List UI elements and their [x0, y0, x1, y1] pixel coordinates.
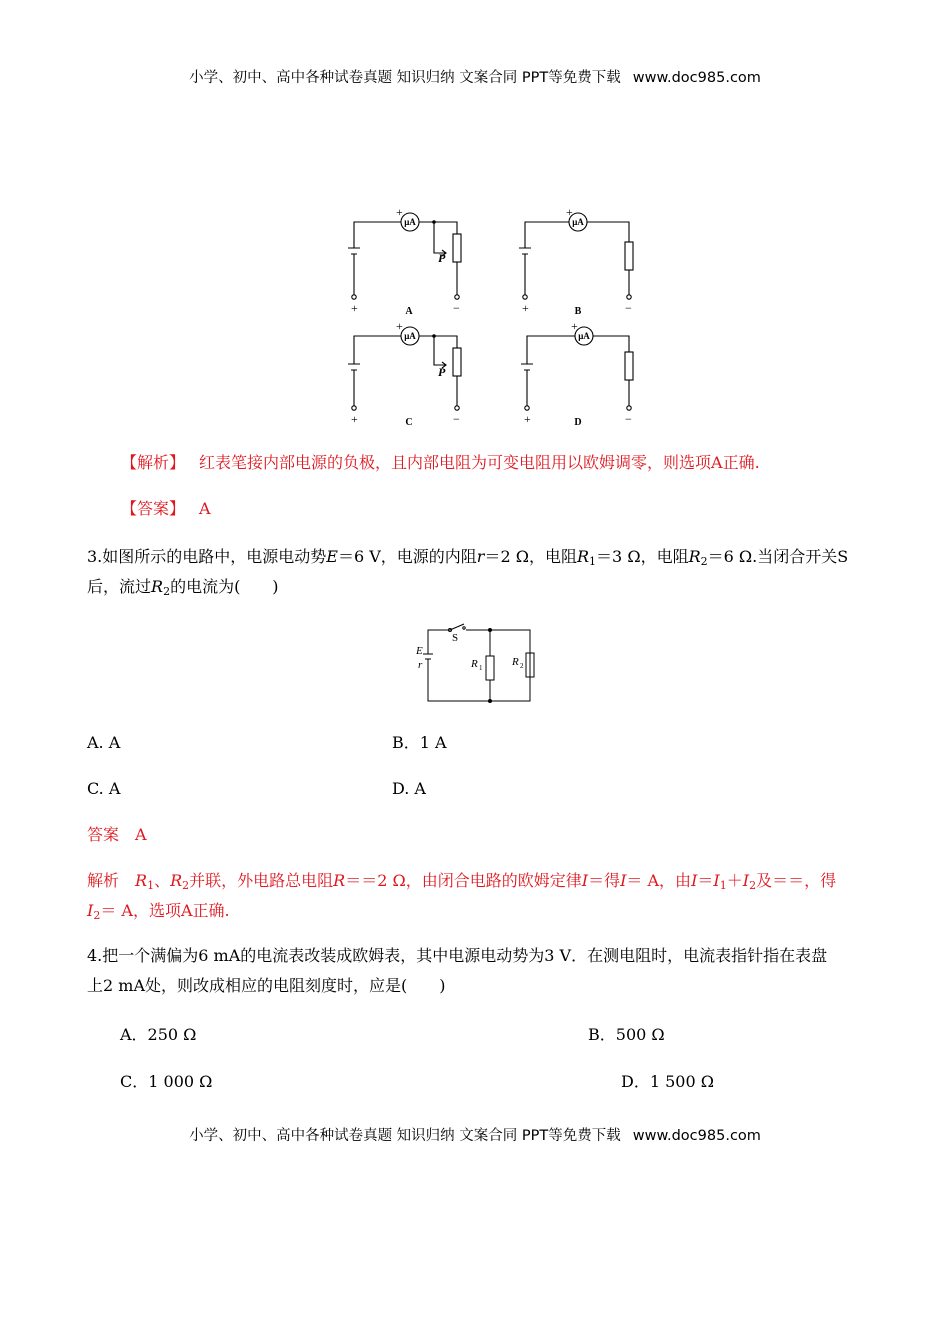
q2-answer	[121, 498, 211, 520]
q3-option-a[interactable]: A. A	[87, 733, 121, 752]
meter-label-d: μA	[578, 331, 590, 341]
footer-site: www.doc985.com	[632, 1128, 761, 1144]
slider-label-a: P	[438, 251, 446, 265]
meter-label-b: μA	[572, 217, 584, 227]
meter-label-c: μA	[404, 331, 416, 341]
plus-sign: +	[524, 412, 531, 426]
plus-sign: +	[396, 205, 403, 219]
minus-sign: −	[625, 412, 632, 426]
q4-option-d[interactable]: D．1 500 Ω	[621, 1072, 714, 1091]
option-label-a: A	[405, 306, 413, 317]
option-label-c: C	[405, 417, 413, 428]
plus-sign: +	[522, 301, 529, 315]
emf-label: E	[416, 645, 423, 657]
minus-sign: −	[453, 301, 460, 315]
slider-label-c: P	[438, 365, 446, 379]
q4-option-a[interactable]: A．250 Ω	[120, 1025, 197, 1044]
footer-text: 小学、初中、高中各种试卷真题 知识归纳 文案合同 PPT等免费下载	[189, 1128, 621, 1144]
minus-sign: −	[625, 301, 632, 315]
header-text: 小学、初中、高中各种试卷真题 知识归纳 文案合同 PPT等免费下载	[189, 70, 621, 86]
page-footer	[0, 1124, 950, 1145]
q4-stem-line1: 4.把一个满偏为6 mA的电流表改装成欧姆表，其中电源电动势为3 V．在测电阻时，电流表指针指在表盘	[87, 946, 828, 965]
meter-label-a: μA	[404, 217, 416, 227]
circuit-d	[521, 327, 633, 410]
ohmmeter-circuits-figure	[330, 200, 650, 432]
header-site: www.doc985.com	[632, 70, 761, 86]
r2-subscript: 2	[520, 662, 524, 670]
q3-analysis-line1: 解析 $R_1$、$R_2$并联，外电路总电阻R＝＝2 Ω，由闭合电路的欧姆定律I＝得I＝ A，由$I=I_1+I_2$及＝＝，得	[87, 871, 837, 892]
q3-stem-line2: 后，流过$R_2$的电流为( )	[87, 577, 279, 598]
option-label-d: D	[574, 417, 582, 428]
plus-sign: +	[571, 319, 578, 333]
minus-sign: −	[453, 412, 460, 426]
r1-subscript: 1	[479, 664, 483, 672]
option-label-b: B	[574, 306, 582, 317]
q3-answer: 答案 A	[87, 825, 147, 844]
plus-sign: +	[351, 301, 358, 315]
plus-sign: +	[566, 205, 573, 219]
answer-tag: 【答案】	[121, 499, 186, 518]
answer-text: A	[199, 499, 211, 518]
switch-label: S	[452, 632, 459, 644]
q4-option-b[interactable]: B．500 Ω	[588, 1025, 665, 1044]
page-header	[0, 66, 950, 87]
q3-option-d[interactable]: D. A	[392, 779, 426, 798]
analysis-tag: 【解析】	[121, 453, 186, 472]
r1-label: R	[471, 658, 478, 670]
q4-option-c[interactable]: C．1 000 Ω	[120, 1072, 213, 1091]
plus-sign: +	[351, 412, 358, 426]
q4-stem-line2: 上2 mA处，则改成相应的电阻刻度时，应是( )	[87, 976, 446, 995]
internal-r-label: r	[418, 659, 423, 671]
analysis-text: 红表笔接内部电源的负极，且内部电阻为可变电阻用以欧姆调零，则选项A正确.	[199, 453, 760, 472]
q3-circuit-figure	[410, 618, 540, 706]
q3-stem-line1: 3.如图所示的电路中，电源电动势E＝6 V，电源的内阻r＝2 Ω，电阻$R_1=3$ Ω，电阻$R_2=6$ Ω.当闭合开关S	[87, 547, 849, 568]
plus-sign: +	[396, 319, 403, 333]
q3-analysis-line2: $I_2= A$，选项A正确.	[87, 901, 230, 922]
r2-label: R	[512, 656, 519, 668]
q3-option-b[interactable]: B．1 A	[392, 733, 447, 752]
q2-analysis	[121, 452, 760, 474]
q3-option-c[interactable]: C. A	[87, 779, 121, 798]
